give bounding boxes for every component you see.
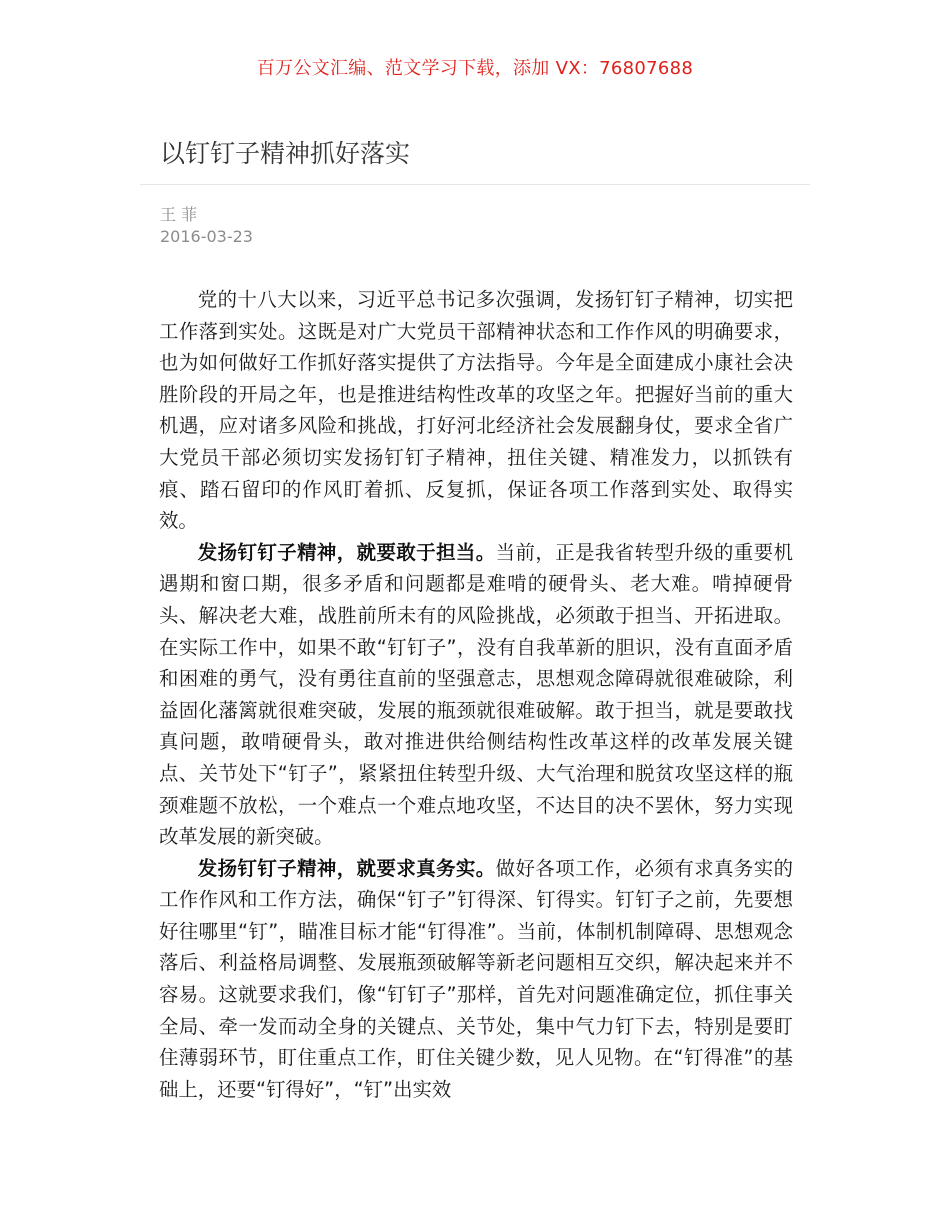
paragraph [159, 853, 793, 1106]
paragraph [159, 537, 793, 853]
promo-banner: 百万公文汇编、范文学习下载，添加 VX：76807688 [256, 58, 694, 79]
paragraph-text: 党的十八大以来，习近平总书记多次强调，发扬钉钉子精神，切实把工作落到实处。这既是对广大党员干部精神状态和工作作风的明确要求，也为如何做好工作抓好落实提供了方法指导。今年是全面建成小康社会决胜阶段的开局之年，也是推进结构性改革的攻坚之年。把握好当前的重大机遇，应对诸多风险和挑战，打好河北经济社会发展翻身仗，要求全省广大党员干部必须切实发扬钉钉子精神，扭住关键、精准发力，以抓铁有痕、踏石留印的作风盯着抓、反复抓，保证各项工作落到实处、取得实效。 [159, 288, 793, 533]
paragraph-lead: 发扬钉钉子精神，就要敢于担当。 [197, 540, 496, 564]
article-body [159, 284, 793, 1105]
title-divider [140, 184, 810, 185]
paragraph-text: 当前，正是我省转型升级的重要机遇期和窗口期，很多矛盾和问题都是难啃的硬骨头、老大难。啃掉硬骨头、解决老大难，战胜前所未有的风险挑战，必须敢于担当、开拓进取。在实际工作中，如果不敢“钉钉子”，没有自我革新的胆识，没有直面矛盾和困难的勇气，没有勇往直前的坚强意志，思想观念障碍就很难破除，利益固化藩篱就很难突破，发展的瓶颈就很难破解。敢于担当，就是要敢找真问题，敢啃硬骨头，敢对推进供给侧结构性改革这样的改革发展关键点、关节处下“钉子”，紧紧扭住转型升级、大气治理和脱贫攻坚这样的瓶颈难题不放松，一个难点一个难点地攻坚，不达目的决不罢休，努力实现改革发展的新突破。 [159, 540, 794, 849]
paragraph-text: 做好各项工作，必须有求真务实的工作作风和工作方法，确保“钉子”钉得深、钉得实。钉钉子之前，先要想好往哪里“钉”，瞄准目标才能“钉得准”。当前，体制机制障碍、思想观念落后、利益格局调整、发展瓶颈破解等新老问题相互交织，解决起来并不容易。这就要求我们，像“钉钉子”那样，首先对问题准确定位，抓住事关全局、牵一发而动全身的关键点、关节处，集中气力钉下去，特别是要盯住薄弱环节，盯住重点工作，盯住关键少数，见人见物。在“钉得准”的基础上，还要“钉得好”，“钉”出实效 [159, 856, 794, 1101]
paragraph-lead: 发扬钉钉子精神，就要求真务实。 [197, 856, 496, 880]
author-name: 王 菲 [160, 205, 198, 224]
article-meta [160, 204, 253, 248]
paragraph [159, 284, 793, 537]
publish-date: 2016-03-23 [160, 227, 253, 246]
article-title: 以钉钉子精神抓好落实 [160, 139, 411, 168]
